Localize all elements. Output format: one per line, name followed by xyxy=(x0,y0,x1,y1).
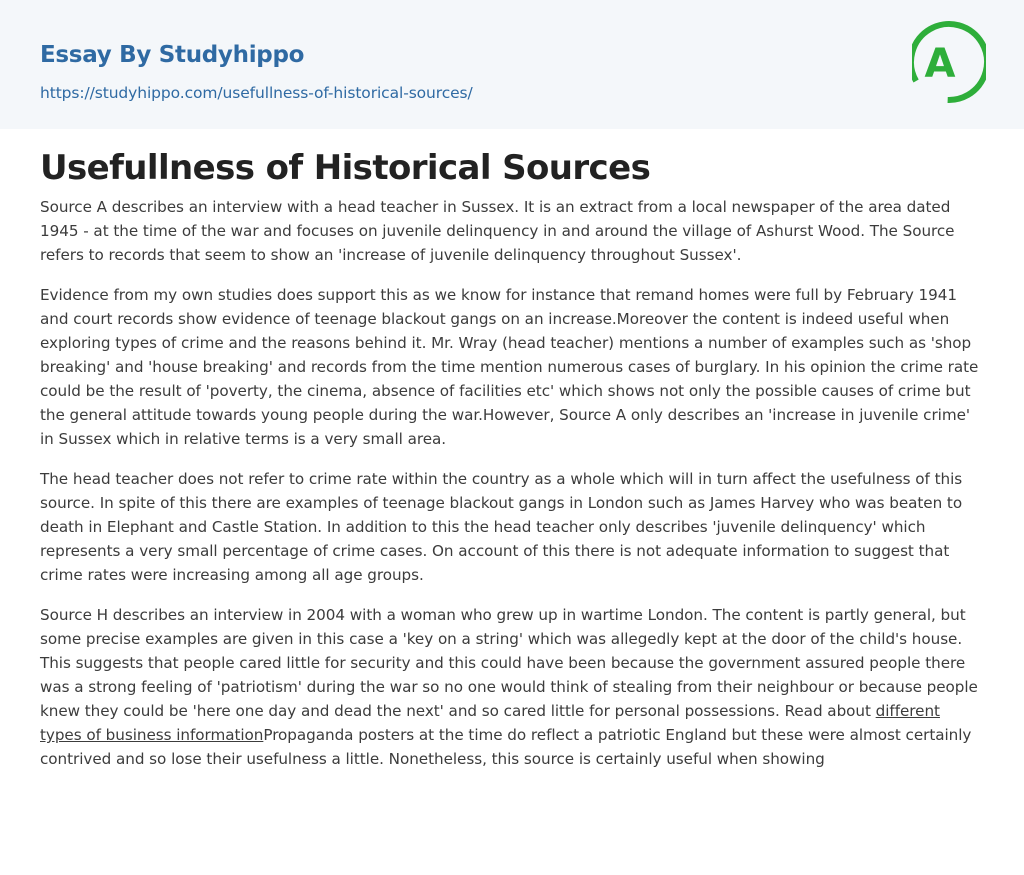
paragraph-3: The head teacher does not refer to crime rate within the country as a whole which will in turn affect the usefulness of this source. In spite of this there are examples of teenage blackout gangs in London such as James Harvey who was beaten to death in Elephant and Castle Station. In addition to this the head teacher only describes 'juvenile delinquency' which represents a very small percentage of crime cases. On account of this there is not adequate information to suggest that crime rates were increasing among all age groups. xyxy=(40,470,963,584)
paragraph-1: Source A describes an interview with a head teacher in Sussex. It is an extract from a local newspaper of the area dated 1945 - at the time of the war and focuses on juvenile delinquency in and around the village of Ashurst Wood. The Source refers to records that seem to show an 'increase of juvenile delinquency throughout Sussex'. xyxy=(40,198,955,264)
logo-letter: A xyxy=(924,41,956,87)
page-title: Usefullness of Historical Sources xyxy=(40,148,651,188)
studyhippo-logo-icon[interactable] xyxy=(912,19,986,105)
paragraph-2: Evidence from my own studies does support this as we know for instance that remand homes were full by February 1941 and court records show evidence of teenage blackout gangs on an increase.Moreover the content is indeed useful when exploring types of crime and the reasons behind it. Mr. Wray (head teacher) mentions a number of examples such as 'shop breaking' and 'house breaking' and records from the time mention numerous cases of burglary. In his opinion the crime rate could be the result of 'poverty, the cinema, absence of facilities etc' which shows not only the possible causes of crime but the general attitude towards young people during the war.However, Source A only describes an 'increase in juvenile crime' in Sussex which in relative terms is a very small area. xyxy=(40,286,979,448)
paragraph-4 xyxy=(40,603,984,771)
paragraph-4-text-before: Source H describes an interview in 2004 with a woman who grew up in wartime London. The content is partly general, but some precise examples are given in this case a 'key on a string' which was allegedly kept at the door of the child's house. This suggests that people cared little for security and this could have been because the government assured people there was a strong feeling of 'patriotism' during the war so no one would think of stealing from their neighbour or because people knew they could be 'here one day and dead the next' and so cared little for personal possessions. Read about xyxy=(40,606,978,720)
paragraph-4-text-after: Propaganda posters at the time do reflect a patriotic England but these were almost certainly contrived and so lose their usefulness a little. Nonetheless, this source is certainly useful when showing xyxy=(40,726,972,768)
business-information-link[interactable]: different types of business information xyxy=(40,702,940,744)
brand-title[interactable]: Essay By Studyhippo xyxy=(40,42,305,68)
site-header xyxy=(0,0,1024,129)
essay-url-link[interactable]: https://studyhippo.com/usefullness-of-historical-sources/ xyxy=(40,84,473,102)
article xyxy=(40,147,984,771)
